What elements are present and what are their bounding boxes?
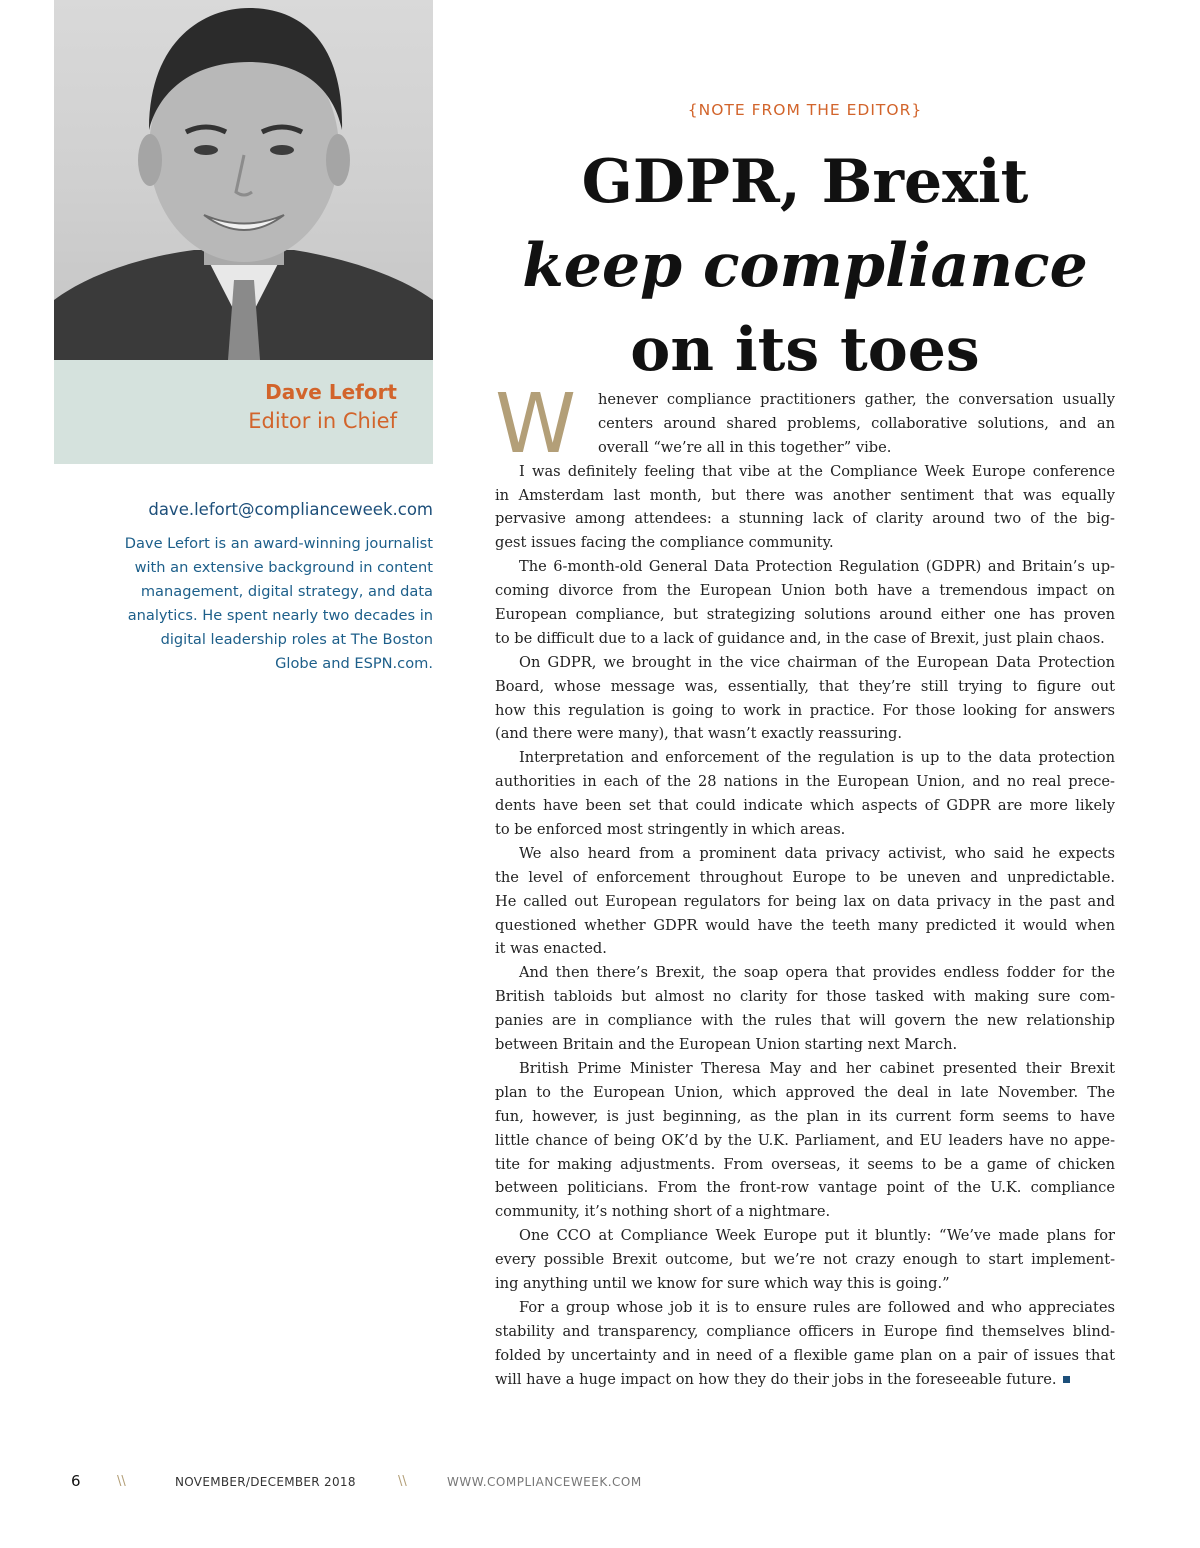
- article-line: panies are in compliance with the rules that will govern the new relationship: [495, 1012, 1115, 1030]
- footer-separator: \\: [398, 1474, 407, 1489]
- drop-cap: W: [495, 377, 577, 472]
- article-line: to be enforced most stringently in which areas.: [495, 821, 846, 839]
- section-kicker: {NOTE FROM THE EDITOR}: [687, 101, 923, 119]
- bio-line: Globe and ESPN.com.: [275, 655, 433, 672]
- article-line: coming divorce from the European Union both have a tremendous impact on: [495, 582, 1115, 600]
- article-line: Board, whose message was, essentially, that they’re still trying to figure out: [495, 677, 1115, 695]
- article-line: British tabloids but almost no clarity for those tasked with making sure com-: [495, 988, 1115, 1006]
- issue-date: NOVEMBER/DECEMBER 2018: [175, 1475, 356, 1489]
- footer-separator: \\: [117, 1474, 126, 1489]
- article-line: it was enacted.: [495, 940, 607, 958]
- headline-line: keep compliance: [522, 231, 1088, 301]
- article-line: And then there’s Brexit, the soap opera that provides endless fodder for the: [519, 964, 1115, 982]
- article-line: little chance of being OK’d by the U.K. Parliament, and EU leaders have no appe-: [495, 1131, 1115, 1149]
- bio-line: management, digital strategy, and data: [140, 583, 433, 600]
- article-line: between Britain and the European Union starting next March.: [495, 1036, 958, 1054]
- author-bio: [54, 532, 433, 676]
- bio-line: with an extensive background in content: [134, 559, 433, 576]
- article-line: For a group whose job it is to ensure rules are followed and who appreciates: [519, 1298, 1115, 1316]
- article-line: Interpretation and enforcement of the regulation is up to the data protection: [519, 749, 1115, 767]
- article-body: [495, 377, 1115, 1391]
- author-name: Dave Lefort: [265, 380, 397, 404]
- article-line: henever compliance practitioners gather, the conversation usually: [598, 391, 1115, 408]
- article-line: dents have been set that could indicate which aspects of GDPR are more likely: [495, 797, 1115, 815]
- article-line: how this regulation is going to work in practice. For those looking for answers: [495, 701, 1115, 719]
- article-line: will have a huge impact on how they do their jobs in the foreseeable future.: [495, 1370, 1057, 1388]
- bio-line: Dave Lefort is an award-winning journalist: [124, 535, 433, 552]
- article-line: folded by uncertainty and in need of a flexible game plan on a pair of issues that: [495, 1346, 1115, 1364]
- website-link[interactable]: WWW.COMPLIANCEWEEK.COM: [447, 1475, 642, 1489]
- article-line: (and there were many), that wasn’t exactly reassuring.: [495, 725, 903, 743]
- article-line: fun, however, is just beginning, as the plan in its current form seems to have: [495, 1107, 1115, 1125]
- bio-line: analytics. He spent nearly two decades in: [127, 607, 433, 624]
- article-line: One CCO at Compliance Week Europe put it bluntly: “We’ve made plans for: [519, 1227, 1115, 1245]
- article-line: I was definitely feeling that vibe at the Compliance Week Europe conference: [519, 462, 1115, 480]
- article-final-line: [495, 1368, 1115, 1392]
- article-line: We also heard from a prominent data privacy activist, who said he expects: [519, 844, 1115, 862]
- article-line: ing anything until we know for sure which way this is going.”: [495, 1274, 950, 1292]
- author-name-box: [54, 360, 433, 464]
- headline-line: GDPR, Brexit: [581, 147, 1029, 217]
- article-line: between politicians. From the front-row vantage point of the U.K. compliance: [495, 1179, 1115, 1197]
- article-line: centers around shared problems, collaborative solutions, and an: [598, 414, 1115, 432]
- author-portrait-illustration: [54, 0, 433, 360]
- article-line: On GDPR, we brought in the vice chairman of the European Data Protection: [519, 653, 1115, 671]
- article-line: The 6-month-old General Data Protection Regulation (GDPR) and Britain’s up-: [519, 558, 1115, 576]
- article-line: community, it’s nothing short of a nightmare.: [495, 1203, 831, 1221]
- article-line: gest issues facing the compliance community.: [495, 534, 834, 552]
- article-line: in Amsterdam last month, but there was another sentiment that was equally: [495, 486, 1115, 504]
- article-line: pervasive among attendees: a stunning lack of clarity around two of the big-: [495, 510, 1115, 528]
- bio-line: digital leadership roles at The Boston: [160, 631, 433, 648]
- author-email-link[interactable]: dave.lefort@complianceweek.com: [148, 500, 433, 519]
- article-line: British Prime Minister Theresa May and her cabinet presented their Brexit: [519, 1059, 1115, 1077]
- article-line: European compliance, but strategizing solutions around either one has proven: [495, 606, 1115, 624]
- article-line: plan to the European Union, which approved the deal in late November. The: [495, 1083, 1115, 1101]
- end-mark-icon: [1063, 1376, 1070, 1383]
- article-line: the level of enforcement throughout Europe to be uneven and unpredictable.: [495, 868, 1115, 886]
- article-line: every possible Brexit outcome, but we’re not crazy enough to start implement-: [495, 1251, 1115, 1269]
- headline-line: on its toes: [630, 315, 980, 385]
- page-number: 6: [71, 1472, 81, 1490]
- article-line: authorities in each of the 28 nations in the European Union, and no real prece-: [495, 773, 1115, 791]
- article-line: stability and transparency, compliance officers in Europe find themselves blind-: [495, 1322, 1115, 1340]
- article-line: overall “we’re all in this together” vibe.: [598, 438, 892, 456]
- article-line: questioned whether GDPR would have the teeth many predicted it would when: [495, 916, 1115, 934]
- article-line: He called out European regulators for being lax on data privacy in the past and: [495, 892, 1115, 910]
- article-line: tite for making adjustments. From overseas, it seems to be a game of chicken: [495, 1155, 1115, 1173]
- author-role: Editor in Chief: [248, 409, 397, 433]
- headline: [495, 140, 1115, 392]
- author-photo: [54, 0, 433, 360]
- article-line: to be difficult due to a lack of guidance and, in the case of Brexit, just plain chaos.: [495, 629, 1105, 647]
